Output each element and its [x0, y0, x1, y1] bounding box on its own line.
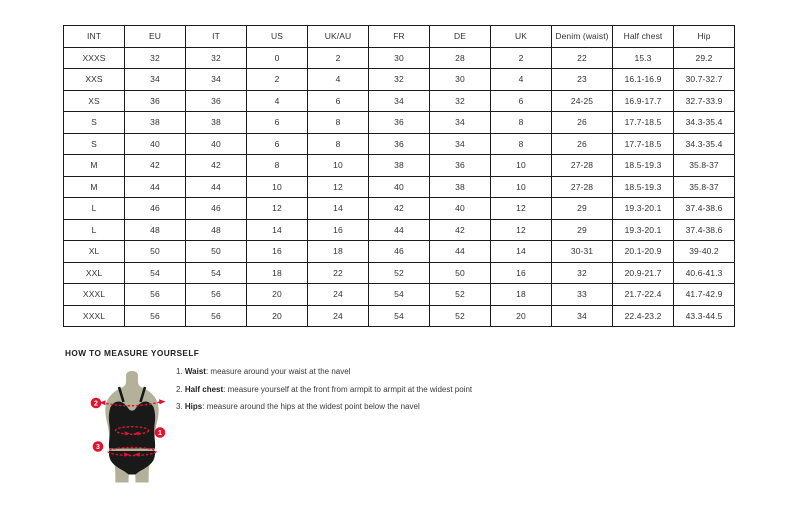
size-cell: 12 [308, 176, 369, 198]
badge-waist [155, 427, 166, 438]
size-cell: 22 [552, 47, 613, 69]
size-cell: 36 [186, 90, 247, 112]
size-cell: 29 [552, 198, 613, 220]
size-cell: 48 [125, 219, 186, 241]
size-cell: 6 [308, 90, 369, 112]
table-row [64, 69, 735, 91]
size-cell: 32.7-33.9 [674, 90, 735, 112]
size-cell: 0 [247, 47, 308, 69]
size-cell: 37.4-38.6 [674, 219, 735, 241]
size-cell: 40 [430, 198, 491, 220]
size-cell: 34 [430, 112, 491, 134]
instruction-text: : measure around the hips at the widest point below the navel [202, 402, 420, 411]
size-cell: 29.2 [674, 47, 735, 69]
table-row [64, 90, 735, 112]
size-cell: 56 [125, 305, 186, 327]
size-cell: 56 [186, 305, 247, 327]
table-row [64, 219, 735, 241]
size-cell: 27-28 [552, 176, 613, 198]
size-cell: 52 [430, 284, 491, 306]
size-cell: 52 [430, 305, 491, 327]
table-row [64, 176, 735, 198]
size-cell: 54 [369, 284, 430, 306]
size-cell: 16 [491, 262, 552, 284]
size-cell: 35.8-37 [674, 155, 735, 177]
column-header: Hip [674, 26, 735, 48]
size-cell: 18 [491, 284, 552, 306]
size-cell: 40 [186, 133, 247, 155]
badge-waist-number: 1 [158, 430, 162, 437]
size-cell: 18.5-19.3 [613, 176, 674, 198]
size-cell: 19.3-20.1 [613, 198, 674, 220]
size-cell: 12 [247, 198, 308, 220]
table-row [64, 155, 735, 177]
size-cell: 4 [247, 90, 308, 112]
size-cell: 38 [125, 112, 186, 134]
size-cell: 44 [430, 241, 491, 263]
column-header: EU [125, 26, 186, 48]
size-cell: 34 [430, 133, 491, 155]
size-cell: S [64, 112, 125, 134]
size-cell: 34 [552, 305, 613, 327]
size-cell: 54 [125, 262, 186, 284]
size-cell: 34 [125, 69, 186, 91]
column-header: Denim (waist) [552, 26, 613, 48]
size-cell: 30-31 [552, 241, 613, 263]
size-cell: 4 [491, 69, 552, 91]
size-cell: 20 [247, 284, 308, 306]
size-cell: 52 [369, 262, 430, 284]
table-row [64, 198, 735, 220]
size-cell: 36 [369, 112, 430, 134]
measure-section-title: HOW TO MEASURE YOURSELF [65, 348, 200, 358]
size-cell: 23 [552, 69, 613, 91]
size-cell: L [64, 198, 125, 220]
size-cell: 21.7-22.4 [613, 284, 674, 306]
table-row [64, 112, 735, 134]
size-cell: 38 [430, 176, 491, 198]
size-cell: 46 [369, 241, 430, 263]
size-cell: 18 [247, 262, 308, 284]
instruction-waist [176, 363, 472, 381]
instruction-text: : measure around your waist at the navel [205, 367, 351, 376]
size-cell: 14 [247, 219, 308, 241]
size-cell: M [64, 176, 125, 198]
size-cell: 36 [369, 133, 430, 155]
size-cell: 26 [552, 133, 613, 155]
size-cell: 29 [552, 219, 613, 241]
size-cell: 34.3-35.4 [674, 112, 735, 134]
column-header: UK/AU [308, 26, 369, 48]
size-cell: 32 [430, 90, 491, 112]
size-cell: 22.4-23.2 [613, 305, 674, 327]
size-cell: 16 [308, 219, 369, 241]
table-row [64, 284, 735, 306]
size-cell: 12 [491, 198, 552, 220]
size-cell: 40 [125, 133, 186, 155]
size-cell: S [64, 133, 125, 155]
size-cell: 34.3-35.4 [674, 133, 735, 155]
size-cell: 24 [308, 305, 369, 327]
column-header: IT [186, 26, 247, 48]
mannequin-illustration [88, 371, 168, 483]
size-cell: 17.7-18.5 [613, 133, 674, 155]
size-cell: 24-25 [552, 90, 613, 112]
size-cell: 2 [308, 47, 369, 69]
size-chart-table [63, 25, 735, 327]
instruction-term: Hips [184, 402, 203, 411]
size-cell: 12 [491, 219, 552, 241]
size-cell: 56 [186, 284, 247, 306]
size-cell: 8 [308, 133, 369, 155]
size-cell: 38 [369, 155, 430, 177]
size-cell: 43.3-44.5 [674, 305, 735, 327]
size-cell: 16.1-16.9 [613, 69, 674, 91]
size-cell: 54 [186, 262, 247, 284]
size-cell: 56 [125, 284, 186, 306]
column-header: FR [369, 26, 430, 48]
size-cell: M [64, 155, 125, 177]
size-cell: 37.4-38.6 [674, 198, 735, 220]
instruction-term: Half chest [184, 384, 224, 394]
size-cell: 44 [369, 219, 430, 241]
column-header: Half chest [613, 26, 674, 48]
size-cell: 44 [186, 176, 247, 198]
size-cell: 20 [491, 305, 552, 327]
column-header: INT [64, 26, 125, 48]
size-cell: XL [64, 241, 125, 263]
instruction-number: 2. [176, 384, 185, 394]
size-cell: 10 [491, 176, 552, 198]
size-cell: 30.7-32.7 [674, 69, 735, 91]
table-row [64, 133, 735, 155]
column-header: DE [430, 26, 491, 48]
size-cell: 32 [186, 47, 247, 69]
size-cell: 34 [369, 90, 430, 112]
column-header: UK [491, 26, 552, 48]
size-cell: 36 [125, 90, 186, 112]
size-cell: 19.3-20.1 [613, 219, 674, 241]
chest-arrow-right [159, 399, 166, 404]
size-cell: 30 [369, 47, 430, 69]
size-cell: 15.3 [613, 47, 674, 69]
size-cell: 14 [491, 241, 552, 263]
column-header: US [247, 26, 308, 48]
size-cell: 18 [308, 241, 369, 263]
size-cell: 24 [308, 284, 369, 306]
size-cell: 34 [186, 69, 247, 91]
size-chart-body [64, 47, 735, 327]
size-cell: XS [64, 90, 125, 112]
size-cell: 42 [369, 198, 430, 220]
size-cell: 6 [491, 90, 552, 112]
badge-half-chest-number: 2 [94, 400, 98, 408]
table-header-row [64, 26, 735, 48]
size-cell: 14 [308, 198, 369, 220]
size-cell: XXXL [64, 284, 125, 306]
instruction-number: 1. [176, 367, 185, 376]
measure-instructions [176, 363, 472, 416]
size-cell: 20.1-20.9 [613, 241, 674, 263]
size-cell: XXXL [64, 305, 125, 327]
size-cell: 41.7-42.9 [674, 284, 735, 306]
instruction-half-chest [176, 381, 472, 399]
size-cell: 46 [186, 198, 247, 220]
size-cell: 38 [186, 112, 247, 134]
size-cell: 22 [308, 262, 369, 284]
size-cell: 39-40.2 [674, 241, 735, 263]
size-cell: 10 [308, 155, 369, 177]
size-cell: XXL [64, 262, 125, 284]
size-cell: 4 [308, 69, 369, 91]
table-row [64, 241, 735, 263]
size-cell: 50 [186, 241, 247, 263]
size-cell: 17.7-18.5 [613, 112, 674, 134]
size-cell: 8 [308, 112, 369, 134]
size-cell: 32 [125, 47, 186, 69]
badge-half-chest [91, 398, 102, 409]
size-cell: XXS [64, 69, 125, 91]
size-cell: 8 [247, 155, 308, 177]
size-cell: 18.5-19.3 [613, 155, 674, 177]
badge-hips [93, 441, 104, 452]
size-cell: 16.9-17.7 [613, 90, 674, 112]
table-row [64, 47, 735, 69]
size-cell: 10 [247, 176, 308, 198]
size-cell: 27-28 [552, 155, 613, 177]
instruction-number: 3. [176, 402, 185, 411]
mannequin-svg [88, 371, 168, 483]
size-cell: 2 [491, 47, 552, 69]
size-cell: 46 [125, 198, 186, 220]
size-cell: 40.6-41.3 [674, 262, 735, 284]
size-cell: 6 [247, 133, 308, 155]
size-cell: XXXS [64, 47, 125, 69]
size-cell: 2 [247, 69, 308, 91]
size-cell: 32 [552, 262, 613, 284]
size-cell: L [64, 219, 125, 241]
size-cell: 50 [125, 241, 186, 263]
size-cell: 16 [247, 241, 308, 263]
size-cell: 36 [430, 155, 491, 177]
size-cell: 26 [552, 112, 613, 134]
size-cell: 42 [430, 219, 491, 241]
table-row [64, 262, 735, 284]
size-cell: 20.9-21.7 [613, 262, 674, 284]
table-row [64, 305, 735, 327]
size-cell: 42 [125, 155, 186, 177]
size-cell: 42 [186, 155, 247, 177]
size-cell: 35.8-37 [674, 176, 735, 198]
size-cell: 6 [247, 112, 308, 134]
size-cell: 50 [430, 262, 491, 284]
size-cell: 28 [430, 47, 491, 69]
size-cell: 54 [369, 305, 430, 327]
size-cell: 20 [247, 305, 308, 327]
size-cell: 44 [125, 176, 186, 198]
size-cell: 10 [491, 155, 552, 177]
size-cell: 40 [369, 176, 430, 198]
instruction-text: : measure yourself at the front from armpit to armpit at the widest point [223, 384, 473, 394]
instruction-term: Waist [184, 367, 206, 376]
size-cell: 48 [186, 219, 247, 241]
size-cell: 8 [491, 133, 552, 155]
size-cell: 32 [369, 69, 430, 91]
size-cell: 8 [491, 112, 552, 134]
size-cell: 30 [430, 69, 491, 91]
instruction-hips [176, 398, 472, 416]
badge-hips-number: 3 [96, 444, 100, 451]
size-cell: 33 [552, 284, 613, 306]
